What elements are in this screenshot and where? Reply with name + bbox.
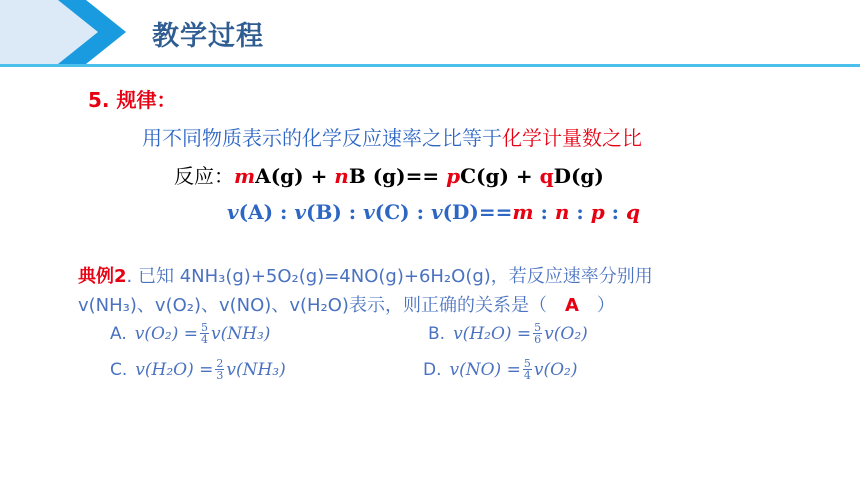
option-d-fraction	[523, 358, 532, 381]
option-a-lhs: v(O₂) =	[134, 323, 199, 344]
option-c-den: 3	[216, 369, 224, 382]
header-divider	[0, 64, 860, 67]
option-b-fraction	[533, 322, 542, 345]
species-c: C(g) +	[460, 164, 540, 188]
reaction-label: 反应：	[174, 164, 234, 188]
option-b-num: 5	[534, 321, 542, 334]
species-d: D(g)	[553, 164, 604, 188]
option-c-lhs: v(H₂O) =	[135, 359, 214, 380]
ratio-n: n	[554, 200, 570, 224]
example-question-line2	[78, 291, 615, 317]
option-a-rhs: v(NH₃)	[211, 323, 271, 344]
option-d-den: 4	[523, 369, 531, 382]
page-title: 教学过程	[152, 21, 264, 52]
option-d-lhs: v(NO) =	[449, 359, 521, 380]
option-a	[110, 322, 270, 345]
rate-c: (C) :	[374, 200, 431, 224]
rule-statement-part2: 化学计量数之比	[502, 126, 642, 150]
option-a-den: 4	[201, 333, 209, 346]
rule-statement	[142, 122, 642, 151]
example-answer: A	[564, 295, 579, 316]
example-question-line1	[78, 262, 653, 288]
coef-m: m	[234, 164, 256, 188]
option-b-den: 6	[534, 333, 542, 346]
example-label: 典例2	[78, 266, 127, 287]
rule-heading: 5. 规律：	[88, 88, 177, 112]
ratio-sep-3: :	[604, 200, 626, 224]
coef-n: n	[334, 164, 349, 188]
rule-statement-part1: 用不同物质表示的化学反应速率之比等于	[142, 126, 502, 150]
ratio-m: m	[512, 200, 534, 224]
species-b: B (g)==	[348, 164, 447, 188]
ratio-sep-2: :	[569, 200, 591, 224]
rate-v-d: v	[430, 200, 443, 224]
option-b-lhs: v(H₂O) =	[453, 323, 532, 344]
reaction-equation	[174, 160, 604, 189]
rate-v-a: v	[227, 200, 239, 224]
option-d-letter: D.	[423, 359, 442, 380]
option-c-letter: C.	[110, 359, 128, 380]
option-c-fraction	[215, 358, 224, 381]
rate-a: (A) :	[238, 200, 295, 224]
coef-q: q	[539, 164, 554, 188]
coef-p: p	[446, 164, 461, 188]
option-b	[428, 322, 588, 345]
option-d-rhs: v(O₂)	[533, 359, 578, 380]
ratio-sep-1: :	[533, 200, 555, 224]
option-a-fraction	[200, 322, 209, 345]
header-chevron-icon	[0, 0, 130, 68]
option-d	[423, 358, 577, 381]
example-text-1: . 已知 4NH₃(g)+5O₂(g)=4NO(g)+6H₂O(g)，若反应速率分别用	[126, 266, 653, 287]
option-d-num: 5	[523, 357, 531, 370]
example-text-3: ）	[596, 295, 615, 316]
rate-v-c: v	[363, 200, 375, 224]
ratio-p: p	[590, 200, 605, 224]
ratio-q: q	[626, 200, 640, 224]
option-a-num: 5	[201, 321, 209, 334]
option-c-num: 2	[216, 357, 224, 370]
option-b-letter: B.	[428, 323, 446, 344]
option-c-rhs: v(NH₃)	[226, 359, 286, 380]
rate-b: (B) :	[306, 200, 364, 224]
species-a: A(g) +	[255, 164, 335, 188]
example-text-2: v(NH₃)、v(O₂)、v(NO)、v(H₂O)表示，则正确的关系是（	[78, 295, 547, 316]
option-c	[110, 358, 286, 381]
option-b-rhs: v(O₂)	[544, 323, 588, 344]
rate-d: (D)==	[442, 200, 513, 224]
option-a-letter: A.	[110, 323, 127, 344]
rate-ratio	[227, 200, 640, 224]
rate-v-b: v	[294, 200, 307, 224]
